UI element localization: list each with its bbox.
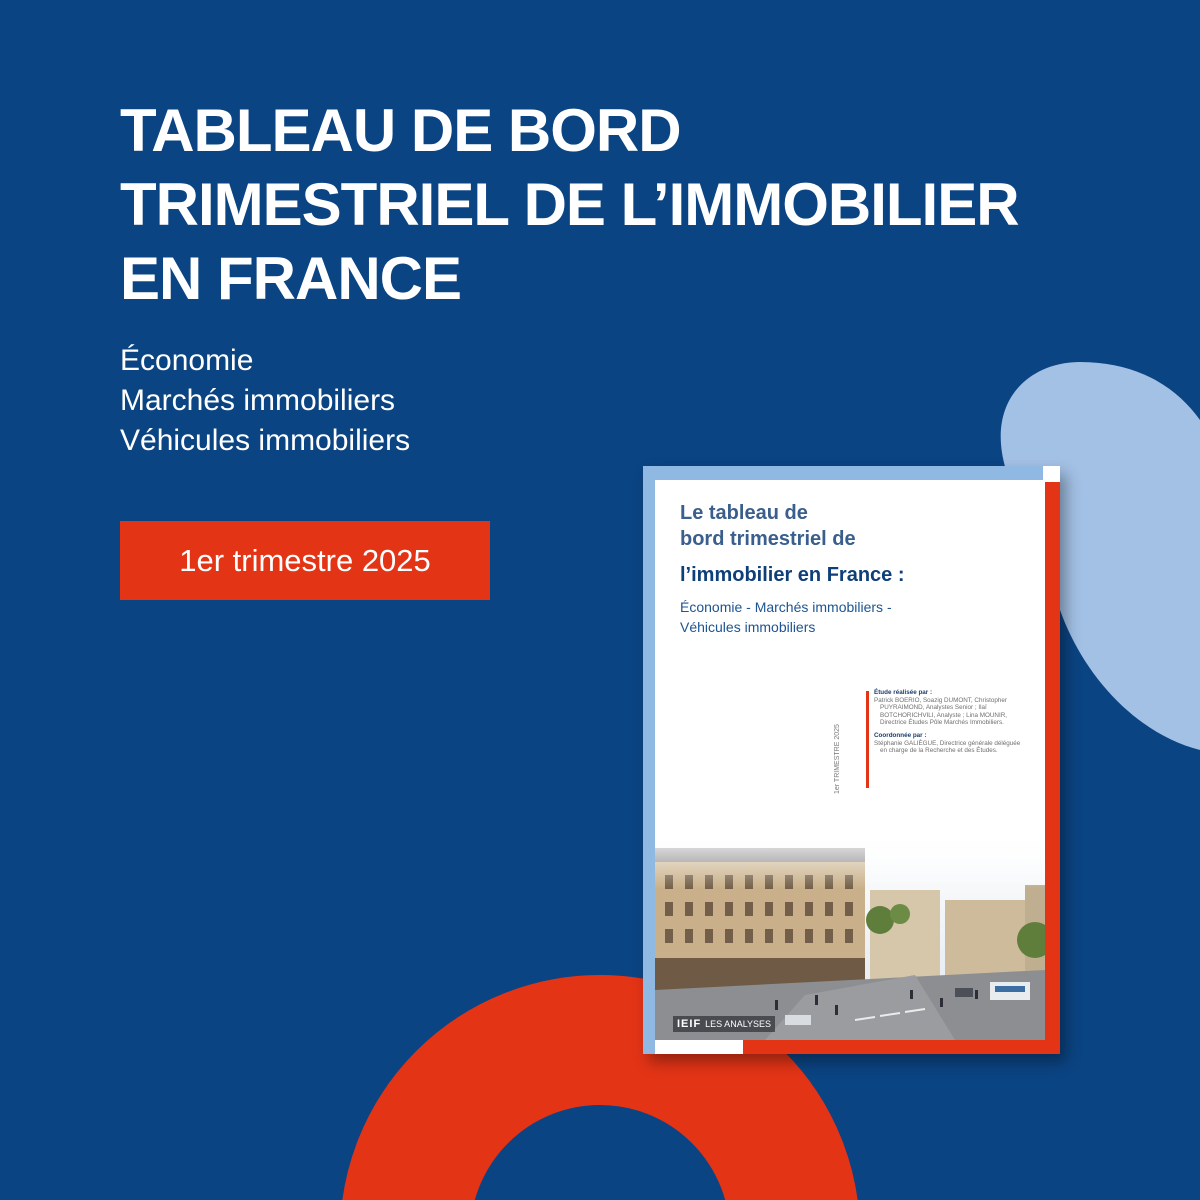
cover-title-bold: l’immobilier en France :: [680, 564, 905, 586]
headline-line-1: TABLEAU DE BORD: [120, 97, 681, 164]
cover-title-line-2: bord trimestriel de: [680, 528, 856, 550]
credits-study-text: Patrick BOERIO, Soazig DUMONT, Christopher PUYRAIMOND, Analystes Senior ; Ilaï BOTCHORICHVILI, Analyste ; Lina MOUNIR, Directrice Études Pôle Marchés Immobiliers.: [874, 696, 1008, 727]
logo-mark: IEIF: [677, 1018, 702, 1030]
cover-subtitle-line-2: Véhicules immobiliers: [680, 619, 816, 635]
report-cover: [643, 466, 1060, 1054]
cover-subtitle: [680, 597, 892, 637]
cover-title-light: [680, 500, 856, 552]
cover-strip-right: [1045, 482, 1060, 1054]
topic-vehicules-immobiliers: Véhicules immobiliers: [120, 424, 411, 457]
ieif-logo: [673, 1016, 775, 1032]
credits-accent-bar: [866, 691, 869, 788]
credits-coord-label: Coordonnée par :: [874, 731, 927, 739]
period-badge: 1er trimestre 2025: [120, 521, 490, 600]
topic-marches-immobiliers: Marchés immobiliers: [120, 384, 396, 417]
cover-title-line-1: Le tableau de: [680, 502, 808, 524]
logo-tag: LES ANALYSES: [705, 1019, 772, 1029]
credits-coord-text: Stéphanie GALIÈGUE, Directrice générale déléguée en charge de la Recherche et des Études.: [874, 739, 1021, 755]
cover-strip-bottom: [743, 1040, 1060, 1054]
cover-strip-left: [643, 466, 655, 1054]
topic-economie: Économie: [120, 344, 254, 377]
cover-strip-top: [643, 466, 1043, 480]
cover-vertical-period: 1er TRIMESTRE 2025: [834, 724, 841, 794]
headline-line-2: TRIMESTRIEL DE L’IMMOBILIER: [120, 171, 1019, 238]
cover-credits: [874, 689, 1024, 755]
cover-street-photo: [655, 830, 1045, 1040]
page-headline: [120, 94, 1019, 316]
topics-list: [120, 341, 410, 461]
cover-subtitle-line-1: Économie - Marchés immobiliers -: [680, 599, 892, 615]
red-ring: [405, 1040, 795, 1200]
headline-line-3: EN FRANCE: [120, 245, 462, 312]
credits-study-label: Étude réalisée par :: [874, 689, 933, 696]
